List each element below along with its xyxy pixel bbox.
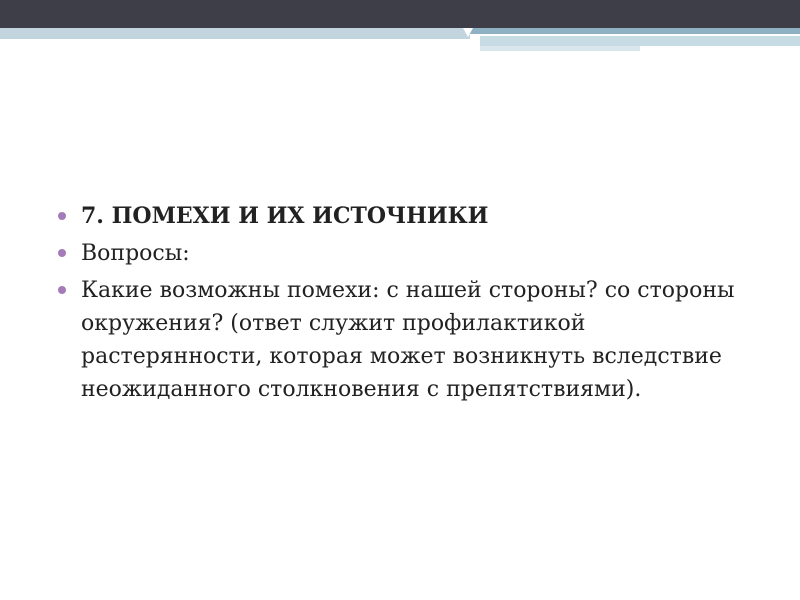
bullet-text: Вопросы: — [81, 241, 190, 266]
bullet-dot-icon — [58, 249, 66, 257]
bullet-dot-icon — [58, 286, 66, 294]
header-stripe-right — [470, 28, 800, 34]
slide-content — [58, 200, 758, 410]
header-stripe-lower — [480, 36, 800, 46]
bullet-body — [58, 274, 758, 406]
bullet-text: 7. ПОМЕХИ И ИХ ИСТОЧНИКИ — [81, 203, 489, 229]
bullet-questions — [58, 237, 758, 270]
header-bar — [0, 0, 800, 28]
header-stripe-lowest — [480, 46, 640, 51]
bullet-text: Какие возможны помехи: с нашей стороны? со стороны окружения? (ответ служит профилактикой растерянности, которая может возникнуть вследствие неожиданного столкновения с препятствиями). — [81, 278, 735, 402]
bullet-dot-icon — [58, 212, 66, 220]
bullet-heading — [58, 200, 758, 233]
header-notch-icon — [463, 28, 473, 37]
header-stripe-left — [0, 28, 470, 39]
